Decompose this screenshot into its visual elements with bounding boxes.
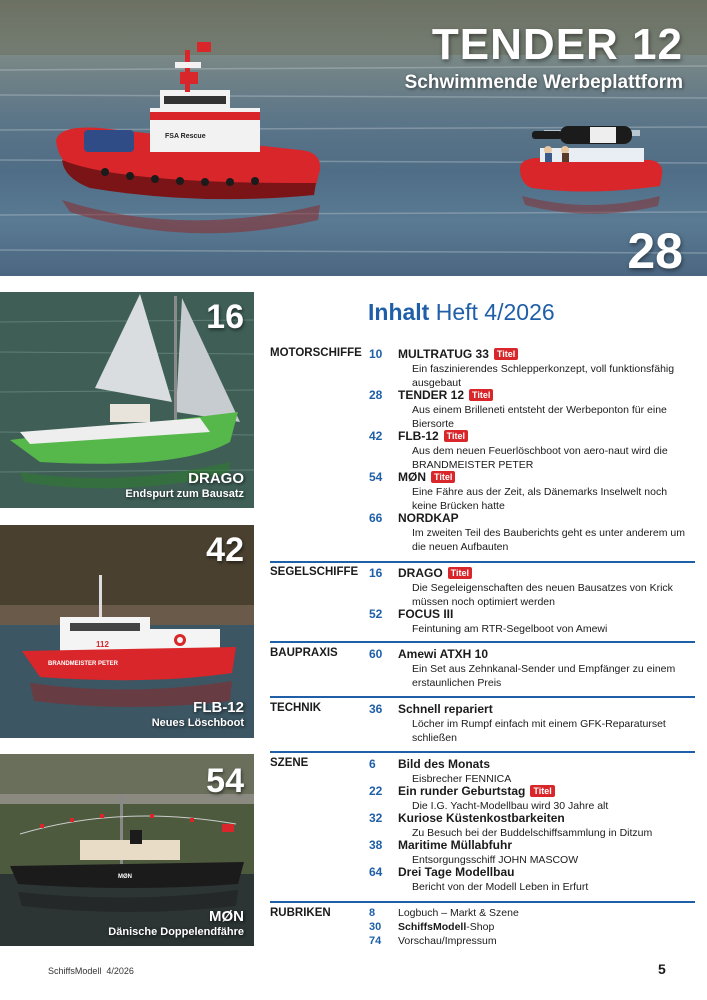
fireboat-number: 112	[96, 640, 109, 649]
hero-page-number: 28	[627, 223, 683, 276]
section-technik	[270, 702, 695, 746]
ferry-hull-label: MØN	[118, 874, 132, 880]
entry-page: 22	[369, 784, 383, 798]
thumb-flb12-page: 42	[206, 531, 244, 569]
entry-description: Feintuning am RTR-Segelboot von Amewi	[412, 623, 608, 635]
fireboat-hull-label: BRANDMEISTER PETER	[48, 661, 119, 667]
rubrik-page: 74	[369, 935, 382, 947]
entry-title: Kuriose Küstenkostbarkeiten	[398, 811, 565, 825]
entry-page: 60	[369, 647, 383, 661]
entry-title: TENDER 12 Titel	[398, 388, 493, 402]
title-badge: Titel	[444, 430, 468, 442]
entry-title: FLB-12 Titel	[398, 429, 468, 443]
section-rubriken	[270, 907, 695, 951]
section-label: MOTORSCHIFFE	[270, 347, 362, 359]
entry-description: Ein Set aus Zehnkanal-Sender und Empfänger zu einem erstaunlichen Preis	[412, 663, 676, 689]
entry-title: MØN Titel	[398, 470, 455, 484]
thumb-drago-page: 16	[206, 298, 244, 336]
footer-page-number: 5	[658, 961, 666, 977]
thumb-drago-title: DRAGO	[188, 470, 244, 487]
section-divider	[270, 641, 695, 643]
entry-page: 10	[369, 347, 383, 361]
section-divider	[270, 751, 695, 753]
entry-title: Bild des Monats	[398, 757, 491, 771]
footer-magazine	[48, 966, 134, 976]
hero-subtitle: Schwimmende Werbeplattform	[404, 72, 683, 93]
thumb-drago-subtitle: Endspurt zum Bausatz	[125, 488, 244, 500]
entry-description: Die Segeleigenschaften des neuen Bausatzes von Krick müssen noch optimiert werden	[412, 582, 673, 608]
thumb-moen-subtitle: Dänische Doppelendfähre	[108, 926, 244, 938]
entry-page: 32	[369, 811, 383, 825]
section-label: BAUPRAXIS	[270, 647, 338, 659]
section-szene	[270, 757, 695, 897]
entry-page: 16	[369, 566, 383, 580]
rubrik-shop[interactable]: SchiffsModell-Shop	[398, 921, 495, 933]
thumb-moen-title: MØN	[209, 908, 244, 925]
entry-description: Bericht von der Modell Leben in Erfurt	[412, 881, 589, 893]
thumb-drago	[0, 292, 254, 508]
section-label: TECHNIK	[270, 702, 322, 714]
entry-description: Zu Besuch bei der Buddelschiffsammlung in Ditzum	[412, 827, 653, 839]
section-divider	[270, 561, 695, 563]
entry-page: 42	[369, 429, 383, 443]
title-badge: Titel	[530, 785, 554, 797]
entry-title: Drei Tage Modellbau	[398, 865, 515, 879]
section-baupraxis	[270, 647, 695, 691]
title-badge: Titel	[448, 567, 472, 579]
entry-title: Schnell repariert	[398, 702, 493, 716]
thumb-flb12	[0, 525, 254, 738]
footer-magazine-name: SchiffsModell	[48, 966, 102, 976]
entry-description: Im zweiten Teil des Bauberichts geht es unter anderem um die neuen Aufbauten	[412, 527, 685, 553]
section-label: SEGELSCHIFFE	[270, 566, 359, 578]
thumb-flb12-subtitle: Neues Löschboot	[151, 717, 244, 729]
entry-description: Die I.G. Yacht-Modellbau wird 30 Jahre alt	[412, 800, 609, 812]
entry-description: Ein faszinierendes Schlepperkonzept, voll funktionsfähig ausgebaut	[412, 363, 675, 389]
entry-title: DRAGO Titel	[398, 566, 472, 580]
section-divider	[270, 901, 695, 903]
title-badge: Titel	[494, 348, 518, 360]
entry-description: Löcher im Rumpf einfach mit einem GFK-Reparaturset schließen	[412, 718, 666, 744]
contents-heading-bold: Inhalt	[368, 299, 430, 325]
entry-page: 28	[369, 388, 383, 402]
section-label: RUBRIKEN	[270, 907, 331, 919]
entry-page: 36	[369, 702, 383, 716]
tug-name-label: FSA Rescue	[165, 133, 206, 140]
contents-heading	[368, 299, 555, 326]
entry-title: Maritime Müllabfuhr	[398, 838, 513, 852]
entry-title: NORDKAP	[398, 511, 459, 525]
entry-description: Eine Fähre aus der Zeit, als Dänemarks Inselwelt noch keine Brücken hatte	[412, 486, 668, 512]
rubrik-page: 30	[369, 921, 382, 933]
rubrik-vorschau[interactable]: Vorschau/Impressum	[398, 935, 497, 947]
entry-description: Aus einem Brilleneti entsteht der Werbeponton für eine Biersorte	[412, 404, 667, 430]
entry-page: 66	[369, 511, 383, 525]
entry-page: 52	[369, 607, 383, 621]
section-divider	[270, 696, 695, 698]
entry-title: Amewi ATXH 10	[398, 647, 489, 661]
section-label: SZENE	[270, 757, 309, 769]
entry-page: 38	[369, 838, 383, 852]
entry-description: Aus dem neuen Feuerlöschboot von aero-naut wird die BRANDMEISTER PETER	[412, 445, 668, 471]
entry-description: Eisbrecher FENNICA	[412, 773, 512, 785]
entry-title: FOCUS III	[398, 607, 454, 621]
entry-page: 6	[369, 757, 376, 771]
title-badge: Titel	[469, 389, 493, 401]
rubrik-page: 8	[369, 907, 376, 919]
section-motorschiffe	[270, 347, 695, 559]
thumb-moen-page: 54	[206, 762, 244, 800]
entry-description: Entsorgungsschiff JOHN MASCOW	[412, 854, 579, 866]
rubrik-logbuch[interactable]: Logbuch – Markt & Szene	[398, 907, 519, 919]
title-badge: Titel	[431, 471, 455, 483]
contents-heading-issue: Heft 4/2026	[435, 299, 555, 325]
entry-page: 64	[369, 865, 383, 879]
footer-issue: 4/2026	[106, 966, 134, 976]
hero-title: TENDER 12	[431, 20, 683, 69]
hero-photo	[0, 0, 707, 276]
entry-title: MULTRATUG 33 Titel	[398, 347, 518, 361]
section-segelschiffe	[270, 566, 695, 636]
thumb-flb12-title: FLB-12	[193, 699, 244, 716]
thumb-moen	[0, 754, 254, 946]
entry-title: Ein runder Geburtstag Titel	[398, 784, 555, 798]
entry-page: 54	[369, 470, 383, 484]
